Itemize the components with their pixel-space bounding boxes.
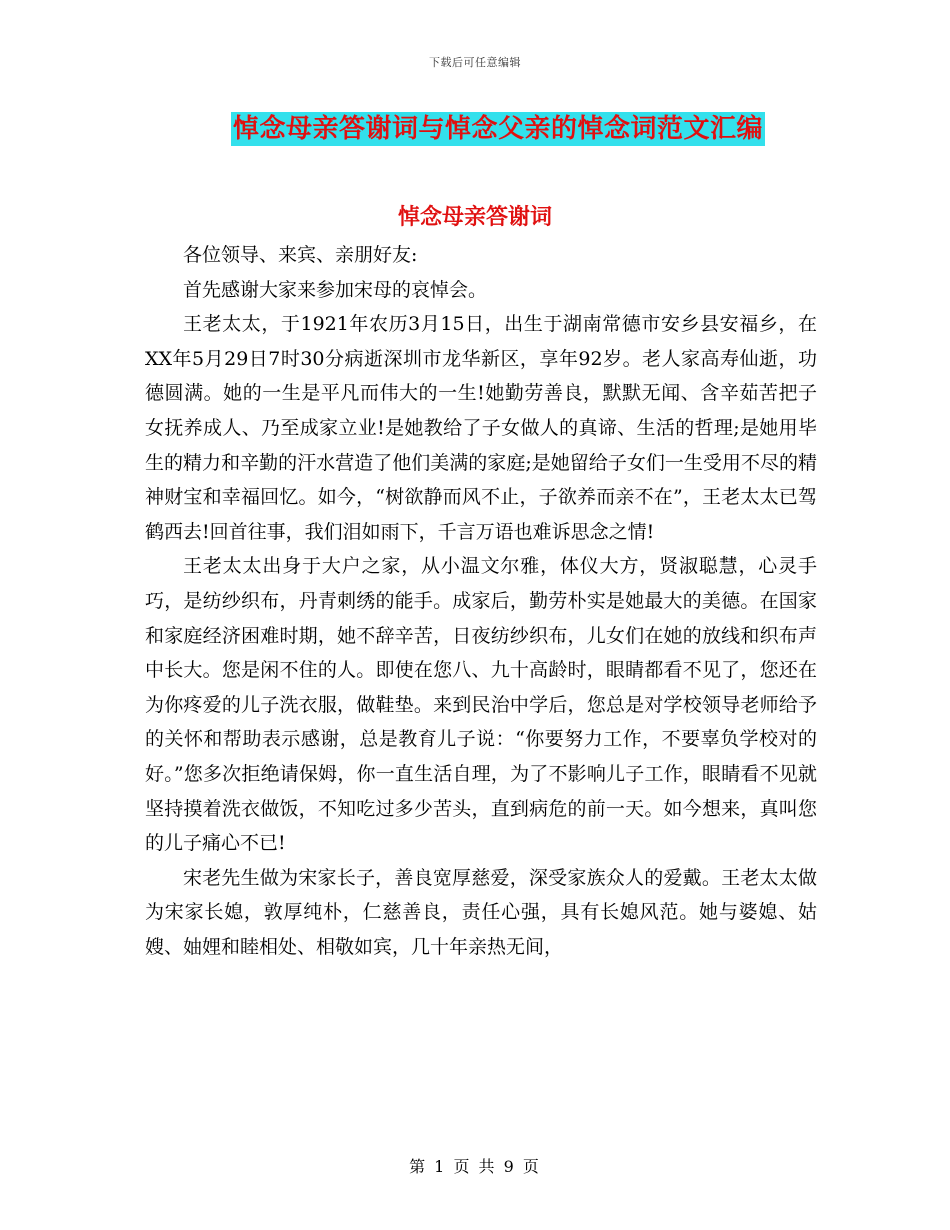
paragraph-biography: 王老太太，于1921年农历3月15日，出生于湖南常德市安乡县安福乡，在XX年5月29日7时30分病逝深圳市龙华新区，享年92岁。老人家高寿仙逝，功德圆满。她的一生是平凡而伟大的一生!她勤劳善良，默默无闻、含辛茹苦把子女抚养成人、乃至成家立业!是她教给了子女做人的真谛、生活的哲理;是她用毕生的精力和辛勤的汗水营造了他们美满的家庭;是她留给子女们一生受用不尽的精神财宝和幸福回忆。如今，“树欲静而风不止，子欲养而亲不在”，王老太太已驾鹤西去!回首往事，我们泪如雨下，千言万语也难诉思念之情! [145, 313, 817, 543]
document-body [145, 218, 817, 964]
paragraph-family: 宋老先生做为宋家长子，善良宽厚慈爱，深受家族众人的爱戴。王老太太做为宋家长媳，敦厚纯朴，仁慈善良，责任心强，具有长媳风范。她与婆媳、姑嫂、妯娌和睦相处、相敬如宾，几十年亲热无间， [145, 866, 817, 958]
page-header-note: 下载后可任意编辑 [429, 56, 521, 69]
document-title-container [0, 112, 950, 146]
section-title: 悼念母亲答谢词 [397, 204, 552, 230]
page-number-footer: 第 1 页 共 9 页 [409, 1157, 541, 1176]
document-title: 悼念母亲答谢词与悼念父亲的悼念词范文汇编 [232, 114, 763, 144]
paragraph-thanks: 首先感谢大家来参加宋母的哀悼会。 [183, 278, 488, 301]
paragraph-character: 王老太太出身于大户之家，从小温文尔雅，体仪大方，贤淑聪慧，心灵手巧，是纺纱织布，丹青刺绣的能手。成家后，勤劳朴实是她最大的美德。在国家和家庭经济困难时期，她不辞辛苦，日夜纺纱织布，儿女们在她的放线和织布声中长大。您是闲不住的人。即使在您八、九十高龄时，眼睛都看不见了，您还在为你疼爱的儿子洗衣服，做鞋垫。来到民治中学后，您总是对学校领导老师给予的关怀和帮助表示感谢，总是教育儿子说：“你要努力工作，不要辜负学校对的好。”您多次拒绝请保姆，你一直生活自理，为了不影响儿子工作，眼睛看不见就坚持摸着洗衣做饭，不知吃过多少苦头，直到病危的前一天。如今想来，真叫您的儿子痛心不已! [145, 555, 817, 855]
paragraph-greeting: 各位领导、来宾、亲朋好友: [183, 244, 418, 266]
